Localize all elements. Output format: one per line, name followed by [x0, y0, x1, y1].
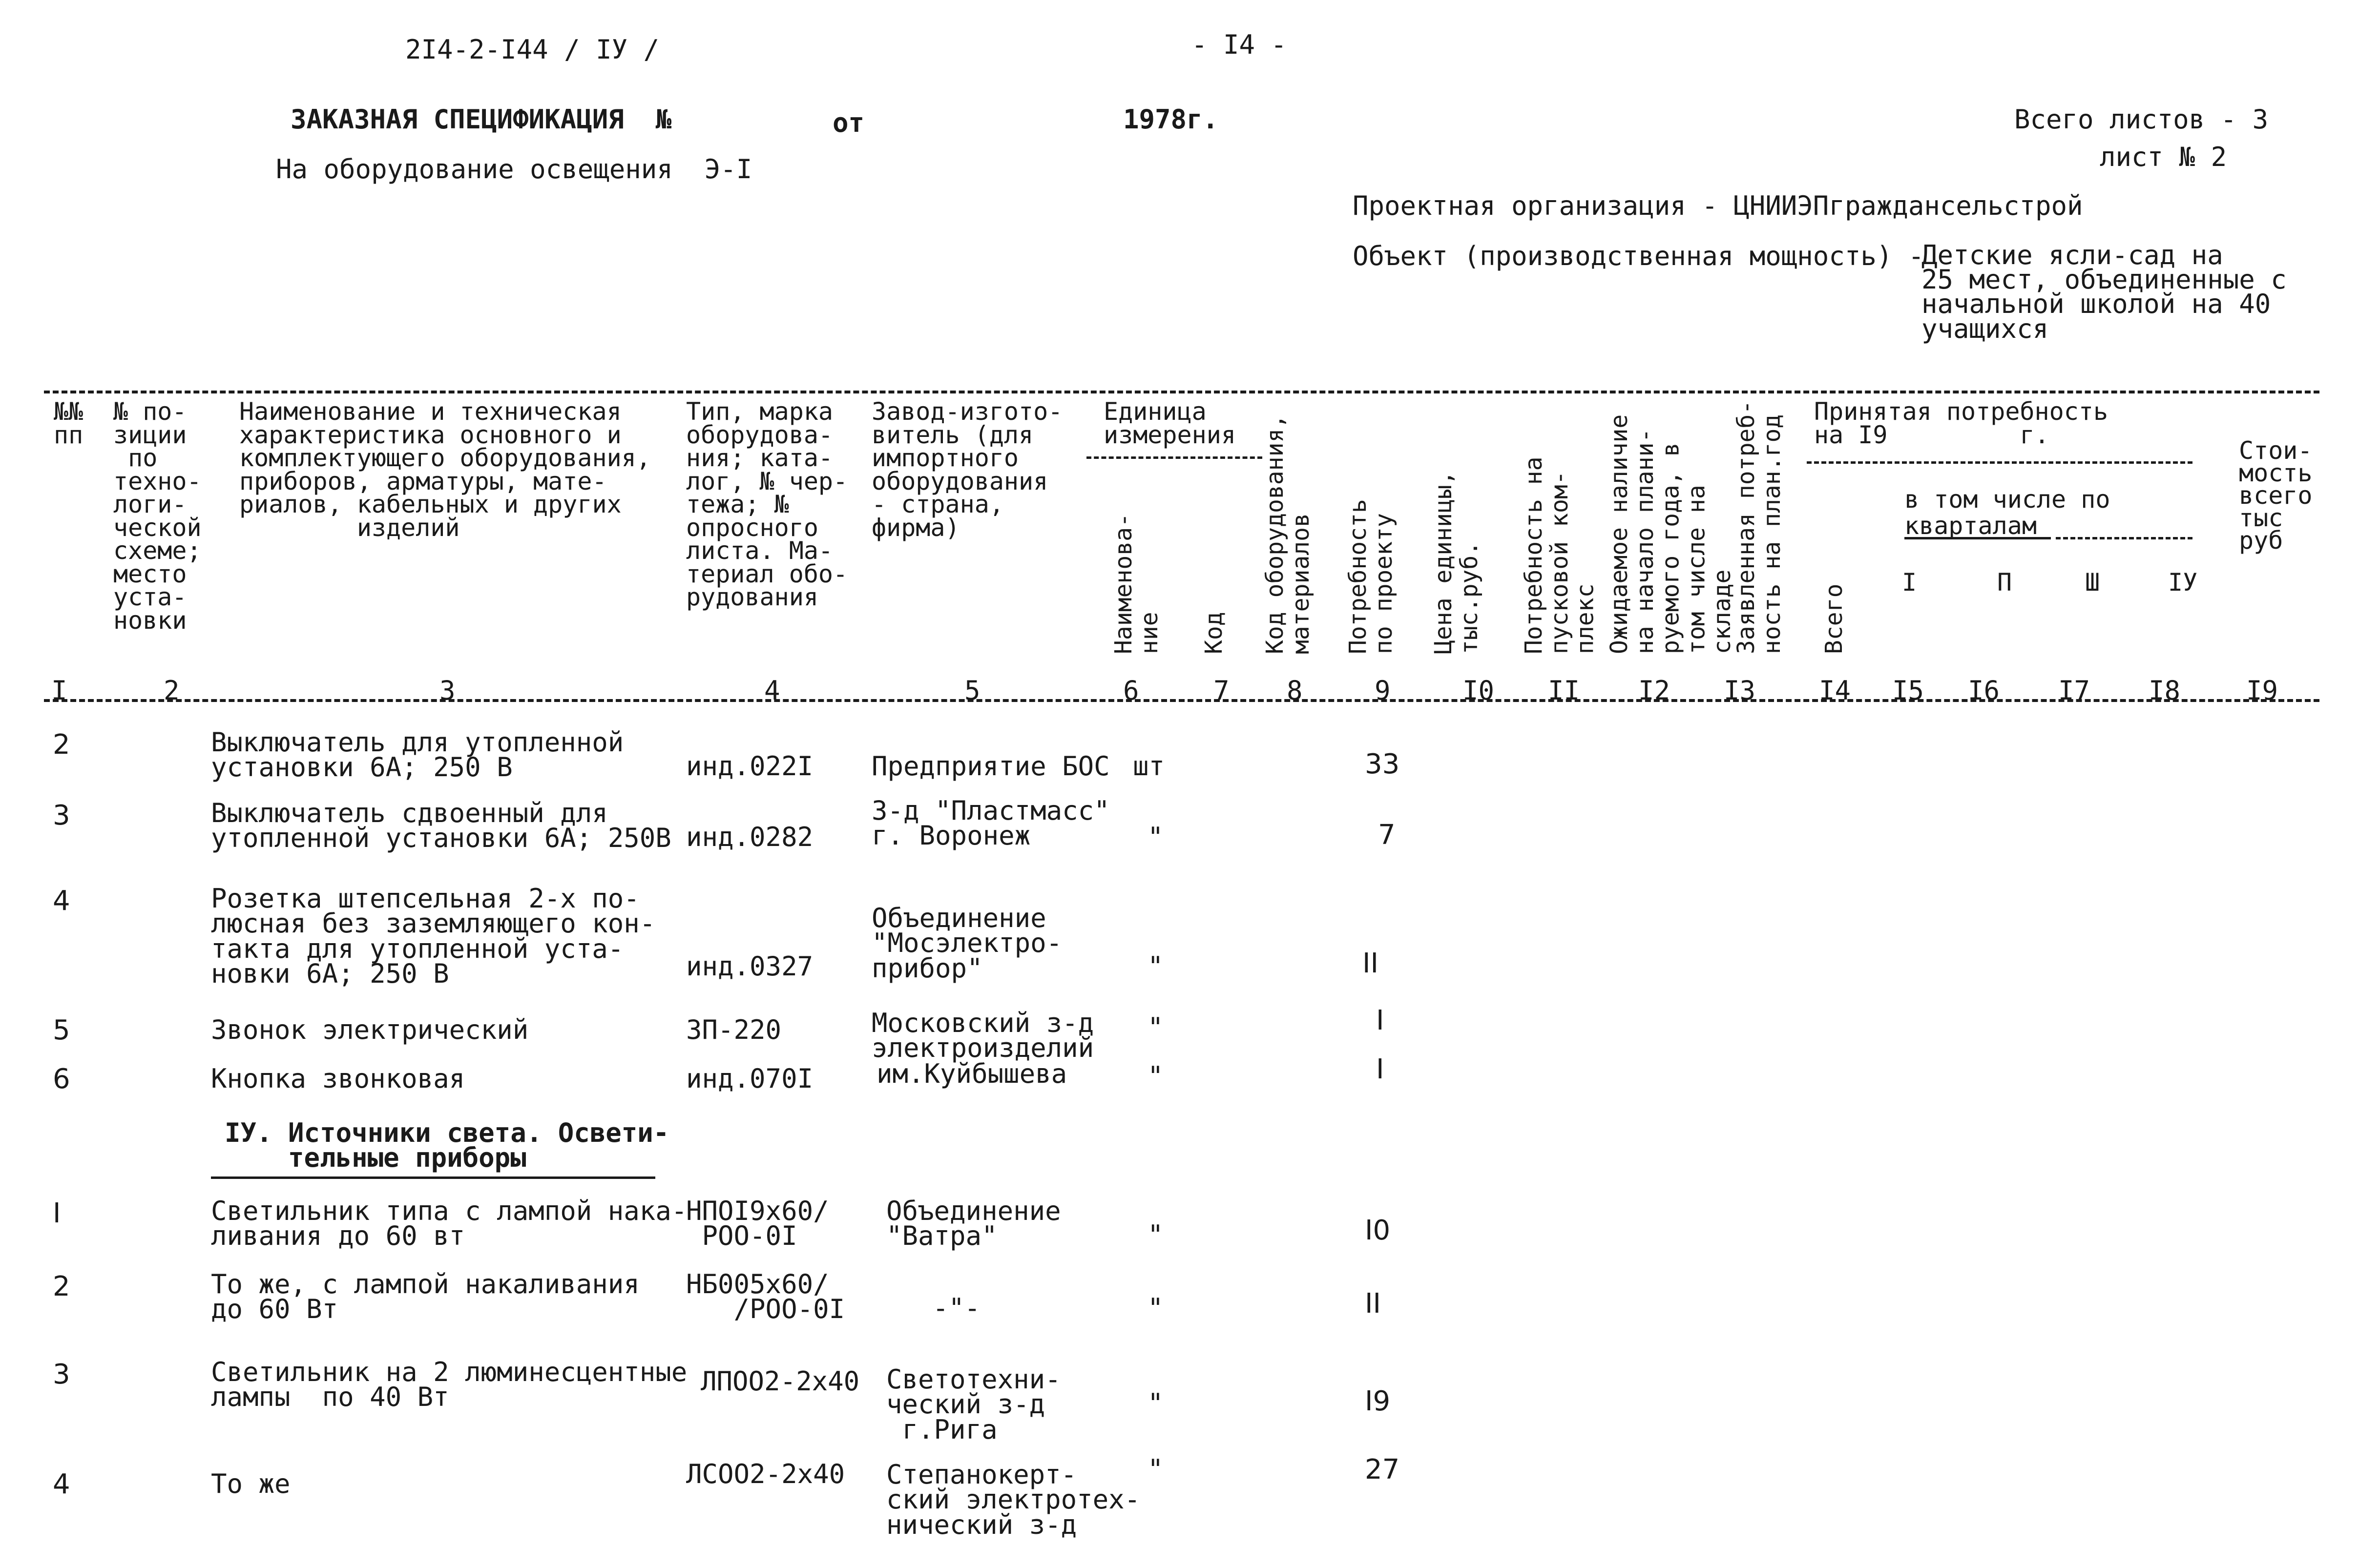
row-maker: Светотехни- ческий з-д г.Рига	[886, 1364, 1061, 1445]
row-type: ЛСОО2-2х40	[686, 1459, 845, 1489]
colnum-15: I5	[1892, 675, 1924, 706]
total-sheets: Всего листов - 3	[2014, 104, 2269, 135]
col-header-14-group: Принятая потребность на I9 г.	[1814, 397, 2108, 449]
row-type: ЗП-220	[686, 1014, 782, 1045]
quarters-rule	[2056, 537, 2192, 539]
colnum-4: 4	[764, 675, 780, 706]
col-header-5: Завод-изгото- витель (для импортного оборудования - страна, фирма)	[872, 397, 1063, 542]
colnum-18: I8	[2149, 675, 2181, 706]
quarter-2: П	[1997, 568, 2012, 597]
colnum-10: I0	[1462, 675, 1495, 706]
row-quantity: 33	[1365, 748, 1400, 780]
section-heading: IУ. Источники света. Освети- тельные приборы	[225, 1117, 669, 1174]
row-unit: "	[1148, 822, 1164, 852]
quarters-underline	[1904, 537, 2051, 539]
row-type: инд.022I	[686, 751, 814, 782]
row-name: Кнопка звонковая	[211, 1063, 465, 1094]
col-header-2: № по- зиции по техно- логи- ческой схеме; место уста- новки	[113, 397, 202, 635]
col-header-10: Цена единицы, тыс.руб.	[1430, 471, 1483, 654]
row-unit: "	[1148, 1219, 1164, 1250]
row-quantity: I	[1376, 1005, 1384, 1036]
colnum-7: 7	[1213, 675, 1230, 706]
col-header-3: Наименование и техническая характеристика основного и комплектующего оборудования, приборов, арматуры, мате- риалов, кабельных и других изделий	[239, 397, 651, 542]
col-header-6: Наименова- ние	[1110, 513, 1163, 654]
row-name: Выключатель для утопленной установки 6А; 250 В	[211, 727, 624, 783]
row-maker: им.Куйбышева	[877, 1058, 1067, 1089]
col-header-9: Потребность по проекту	[1344, 499, 1398, 654]
row-name: Светильник на 2 люминесцентные лампы по 40 Вт	[211, 1357, 688, 1413]
colnum-19: I9	[2246, 675, 2278, 706]
row-position: 6	[53, 1063, 70, 1095]
doc-code: 2I4-2-I44 / IУ /	[405, 34, 660, 65]
row-maker: З-д "Пластмасс" г. Воронеж	[872, 795, 1110, 851]
equipment-line: На оборудование освещения Э-I	[276, 154, 752, 185]
row-unit: "	[1148, 1293, 1164, 1323]
row-unit: шт	[1133, 751, 1165, 782]
quarter-1: I	[1902, 568, 1917, 597]
colnum-12: I2	[1638, 675, 1670, 706]
quarter-4: IУ	[2168, 568, 2198, 597]
row-position: I	[53, 1197, 61, 1229]
row-position: 2	[53, 729, 70, 761]
row-quantity: II	[1365, 1288, 1381, 1320]
row-type: инд.0282	[686, 822, 814, 852]
col-header-4: Тип, марка оборудова- ния; ката- лог, № чер- тежа; № опросного листа. Ма- териал обо- рудования	[686, 397, 848, 611]
colnum-8: 8	[1287, 675, 1303, 706]
row-type: НБ005х60/ /РОО-0I	[686, 1269, 845, 1325]
row-position: 5	[53, 1014, 70, 1046]
row-quantity: I9	[1365, 1385, 1391, 1417]
row-quantity: I	[1376, 1053, 1384, 1085]
spec-year: 1978г.	[1123, 104, 1219, 135]
spec-from: от	[833, 107, 865, 138]
row-maker: Московский з-д электроизделий	[872, 1008, 1094, 1064]
row-unit: "	[1148, 1012, 1164, 1043]
row-maker: Объединение "Ватра"	[886, 1196, 1061, 1252]
colnum-16: I6	[1968, 675, 2000, 706]
colnum-13: I3	[1724, 675, 1756, 706]
quarter-3: Ш	[2085, 568, 2100, 597]
col-header-7: Код	[1200, 612, 1228, 654]
unit-group-rule	[1086, 456, 1262, 459]
page-number: - I4 -	[1191, 29, 1287, 60]
row-position: 3	[53, 800, 70, 831]
row-maker: Степанокерт- ский электротех- нический з-д	[886, 1459, 1141, 1540]
row-unit: "	[1148, 1061, 1164, 1092]
col-header-6-group: Единица измерения	[1104, 397, 1236, 449]
colnum-1: I	[51, 675, 67, 706]
row-unit: "	[1148, 1388, 1164, 1419]
col-header-14: Всего	[1820, 583, 1848, 654]
row-unit: "	[1148, 1454, 1164, 1485]
row-name: То же, с лампой накаливания до 60 Вт	[211, 1269, 640, 1325]
row-position: 2	[53, 1271, 70, 1302]
row-quantity: II	[1362, 948, 1379, 979]
row-name: Светильник типа с лампой нака- ливания до 60 вт	[211, 1196, 688, 1252]
quarters-group-label: в том числе по	[1904, 485, 2110, 514]
row-position: 3	[53, 1359, 70, 1390]
col-header-1: №№ пп	[54, 397, 84, 449]
colnum-6: 6	[1123, 675, 1139, 706]
row-name: Розетка штепсельная 2-х по- люсная без заземляющего кон- такта для утопленной уста- новки 6А; 250 В	[211, 883, 656, 989]
colnum-2: 2	[164, 675, 180, 706]
colnum-14: I4	[1819, 675, 1851, 706]
row-maker: Предприятие БОС	[872, 751, 1110, 782]
row-quantity: 7	[1378, 819, 1396, 851]
row-maker: -"-	[933, 1293, 981, 1323]
col-header-11: Потребность на пусковой ком- плекс	[1520, 456, 1599, 654]
object-label: Объект (производственная мощность) -	[1353, 241, 1924, 271]
row-quantity: 27	[1365, 1454, 1400, 1485]
col-header-12: Ожидаемое наличие на начало плани- руемого года, в том числе на складе	[1606, 414, 1736, 654]
row-quantity: I0	[1365, 1215, 1391, 1246]
row-position: 4	[53, 1468, 70, 1500]
quarters-label: кварталам	[1904, 512, 2037, 540]
row-maker: Объединение "Мосэлектро- прибор"	[872, 903, 1063, 984]
row-position: 4	[53, 885, 70, 917]
project-organization: Проектная организация - ЦНИИЭПграждансельстрой	[1353, 190, 2083, 221]
colnum-11: II	[1548, 675, 1580, 706]
table-top-rule	[44, 391, 2319, 393]
colnum-17: I7	[2058, 675, 2090, 706]
row-type: НПОI9х60/ РОО-0I	[686, 1196, 829, 1252]
col-header-19: Стои- мость всего тыс руб	[2239, 436, 2313, 555]
section-heading-underline	[211, 1176, 655, 1179]
colnum-5: 5	[964, 675, 981, 706]
sheet-number: лист № 2	[2100, 142, 2227, 172]
row-name: То же	[211, 1468, 291, 1499]
row-type: инд.070I	[686, 1063, 814, 1094]
object-value: Детские ясли-сад на 25 мест, объединенные с начальной школой на 40 учащихся	[1921, 240, 2287, 344]
colnum-3: 3	[439, 675, 456, 706]
row-name: Звонок электрический	[211, 1014, 529, 1045]
colnum-9: 9	[1375, 675, 1391, 706]
accepted-group-rule	[1807, 461, 2192, 464]
row-type: инд.0327	[686, 951, 814, 982]
spec-title: ЗАКАЗНАЯ СПЕЦИФИКАЦИЯ №	[291, 104, 672, 135]
col-header-8: Код оборудования, материалов	[1261, 414, 1315, 654]
col-header-13: Заявленная потреб- ность на план.год	[1733, 400, 1786, 654]
row-name: Выключатель сдвоенный для утопленной установки 6А; 250В	[211, 798, 671, 854]
row-type: ЛПОО2-2х40	[701, 1366, 860, 1397]
row-unit: "	[1148, 951, 1164, 982]
